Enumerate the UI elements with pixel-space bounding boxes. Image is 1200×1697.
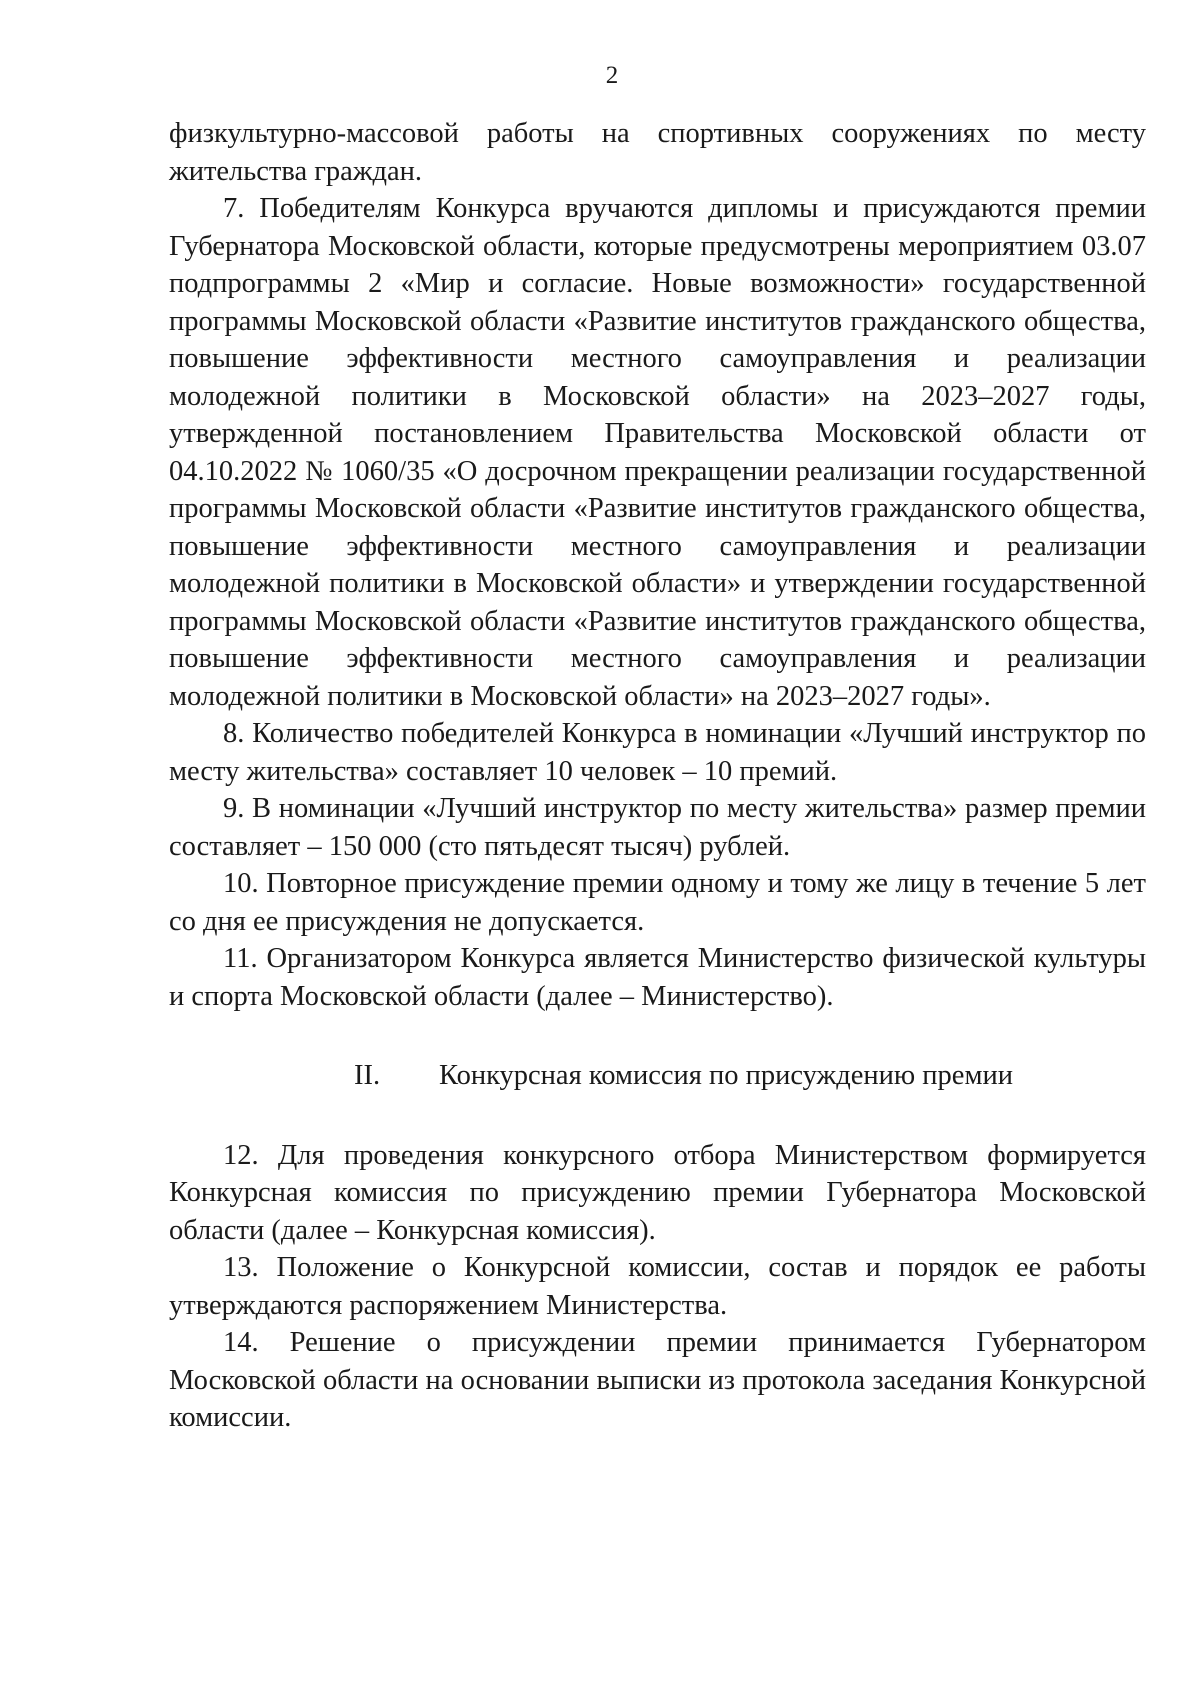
paragraph-14: 14. Решение о присуждении премии принимается Губернатором Московской области на основании выписки из протокола заседания Конкурсной комиссии. [169, 1327, 1146, 1433]
section-title: Конкурсная комиссия по присуждению премии [439, 1060, 1013, 1091]
section-number: II. [354, 1060, 381, 1091]
document-body [169, 115, 1146, 1437]
page-number: 2 [605, 62, 619, 89]
section-heading [169, 1057, 1146, 1095]
paragraph-12: 12. Для проведения конкурсного отбора Министерством формируется Конкурсная комиссия по присуждению премии Губернатора Московской области (далее – Конкурсная комиссия). [169, 1139, 1146, 1246]
paragraph-9: 9. В номинации «Лучший инструктор по месту жительства» размер премии составляет – 150 000 (сто пятьдесят тысяч) рублей. [169, 793, 1146, 862]
paragraph-13: 13. Положение о Конкурсной комиссии, состав и порядок ее работы утверждаются распоряжением Министерства. [169, 1252, 1146, 1321]
paragraph-continuation: физкультурно-массовой работы на спортивных сооружениях по месту жительства граждан. [169, 118, 1146, 187]
paragraph-11: 11. Организатором Конкурса является Министерство физической культуры и спорта Московской области (далее – Министерство). [169, 943, 1146, 1012]
paragraph-8: 8. Количество победителей Конкурса в номинации «Лучший инструктор по месту жительства» составляет 10 человек – 10 премий. [169, 718, 1146, 787]
paragraph-10: 10. Повторное присуждение премии одному и тому же лицу в течение 5 лет со дня ее присуждения не допускается. [169, 868, 1146, 937]
paragraph-7: 7. Победителям Конкурса вручаются дипломы и присуждаются премии Губернатора Московской области, которые предусмотрены мероприятием 03.07 подпрограммы 2 «Мир и согласие. Новые возможности» государственной программы Московской области «Развитие институтов гражданского общества, повышение эффективности местного самоуправления и реализации молодежной политики в Московской области» на 2023–2027 годы, утвержденной постановлением Правительства Московской области от 04.10.2022 № 1060/35 «О досрочном прекращении реализации государственной программы Московской области «Развитие институтов гражданского общества, повышение эффективности местного самоуправления и реализации молодежной политики в Московской области» и утверждении государственной программы Московской области «Развитие институтов гражданского общества, повышение эффективности местного самоуправления и реализации молодежной политики в Московской области» на 2023–2027 годы». [169, 193, 1146, 712]
